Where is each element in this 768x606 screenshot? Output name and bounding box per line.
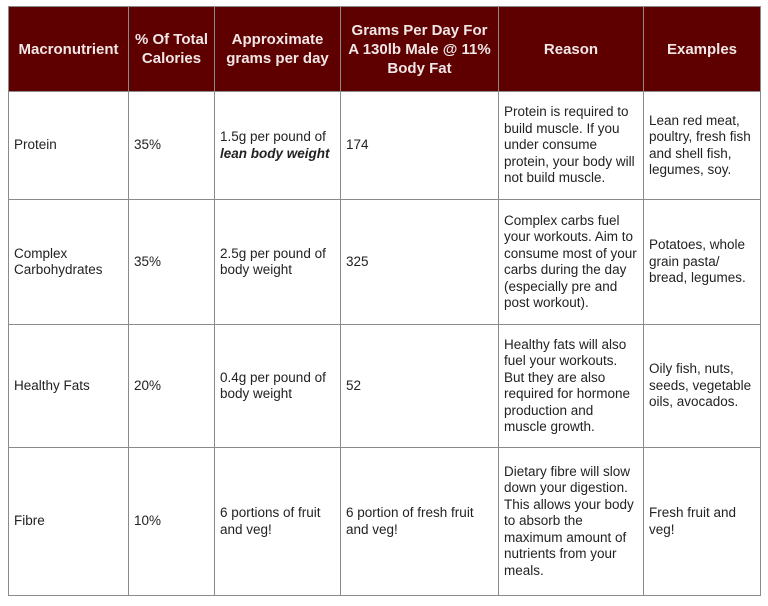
cell-approx-grams: 6 portions of fruit and veg! <box>215 448 341 596</box>
cell-grams-130lb-male: 174 <box>341 92 499 200</box>
cell-approx-grams: 2.5g per pound of body weight <box>215 200 341 325</box>
cell-grams-130lb-male: 325 <box>341 200 499 325</box>
header-grams-130lb-male: Grams Per Day For A 130lb Male @ 11% Body Fat <box>341 7 499 92</box>
cell-grams-130lb-male: 6 portion of fresh fruit and veg! <box>341 448 499 596</box>
table-row <box>9 92 761 200</box>
cell-percent-calories: 35% <box>129 200 215 325</box>
cell-macronutrient: Healthy Fats <box>9 325 129 448</box>
cell-macronutrient: Complex Carbohydrates <box>9 200 129 325</box>
cell-examples: Lean red meat, poultry, fresh fish and shell fish, legumes, soy. <box>644 92 761 200</box>
header-reason: Reason <box>499 7 644 92</box>
cell-reason: Dietary fibre will slow down your digestion. This allows your body to absorb the maximum amount of nutrients from your meals. <box>499 448 644 596</box>
table-row <box>9 325 761 448</box>
cell-reason: Protein is required to build muscle. If you under consume protein, your body will not build muscle. <box>499 92 644 200</box>
cell-reason: Healthy fats will also fuel your workouts. But they are also required for hormone production and muscle growth. <box>499 325 644 448</box>
approx-grams-text: 1.5g per pound of <box>220 129 326 144</box>
header-percent-calories: % Of Total Calories <box>129 7 215 92</box>
table-row <box>9 200 761 325</box>
table-row <box>9 448 761 596</box>
approx-grams-emphasis: lean body weight <box>220 145 330 161</box>
cell-macronutrient: Protein <box>9 92 129 200</box>
cell-reason: Complex carbs fuel your workouts. Aim to consume most of your carbs during the day (especially pre and post workout). <box>499 200 644 325</box>
cell-percent-calories: 20% <box>129 325 215 448</box>
header-approx-grams: Approximate grams per day <box>215 7 341 92</box>
cell-approx-grams <box>215 92 341 200</box>
header-macronutrient: Macronutrient <box>9 7 129 92</box>
cell-examples: Fresh fruit and veg! <box>644 448 761 596</box>
cell-examples: Oily fish, nuts, seeds, vegetable oils, avocados. <box>644 325 761 448</box>
cell-macronutrient: Fibre <box>9 448 129 596</box>
cell-approx-grams: 0.4g per pound of body weight <box>215 325 341 448</box>
table-header-row <box>9 7 761 92</box>
cell-examples: Potatoes, whole grain pasta/ bread, legumes. <box>644 200 761 325</box>
macronutrient-table <box>8 6 761 596</box>
cell-percent-calories: 35% <box>129 92 215 200</box>
cell-percent-calories: 10% <box>129 448 215 596</box>
header-examples: Examples <box>644 7 761 92</box>
cell-grams-130lb-male: 52 <box>341 325 499 448</box>
